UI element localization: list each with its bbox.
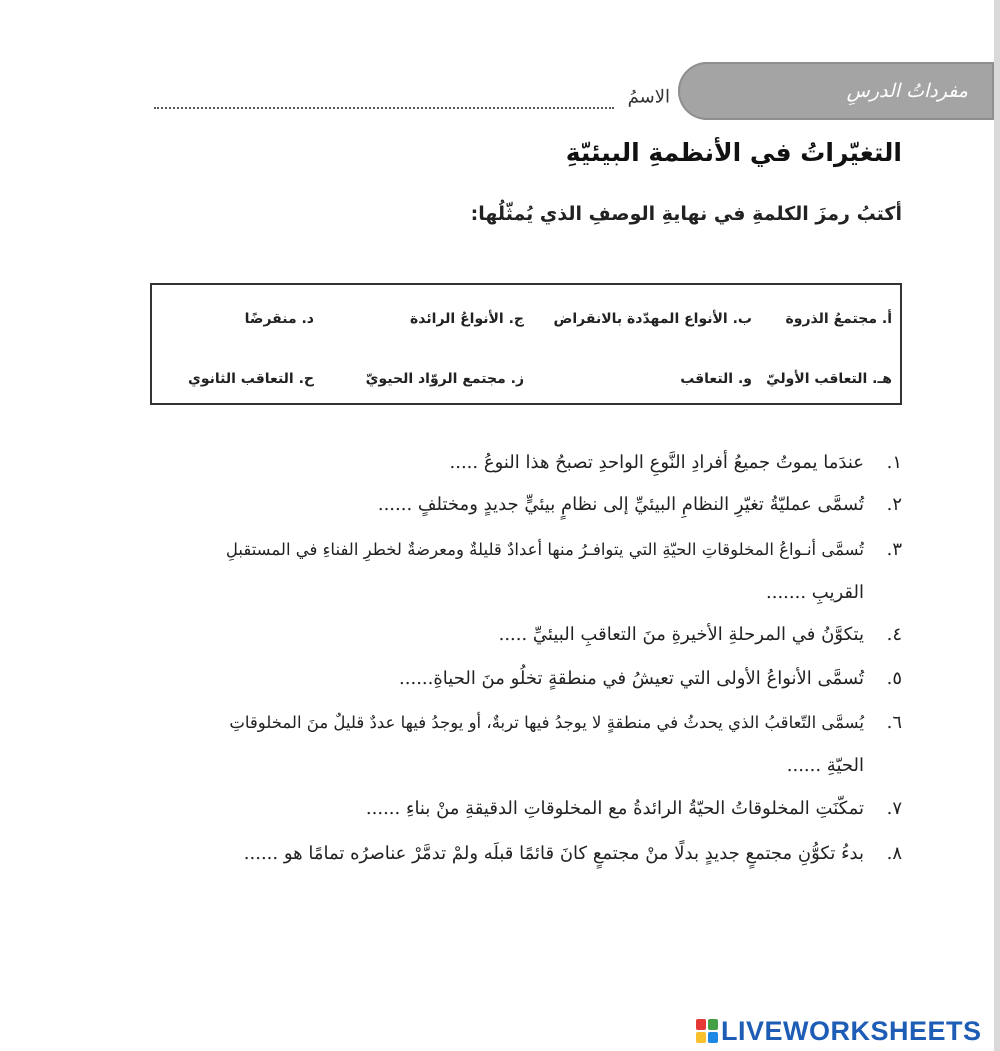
question-2 (378, 494, 902, 515)
question-text: بدءُ تكوُّنِ مجتمعٍ جديدٍ بدلًا منْ مجتمعٍ كانَ قائمًا قبلَه ولمْ تدمَّرْ عناصرُه تمامًا هو ...... (243, 843, 864, 864)
option-b: ب. الأنواع المهدّدة بالانقراض (553, 311, 752, 327)
question-number: ٨. (886, 843, 902, 864)
lesson-vocabulary-tab (678, 62, 994, 120)
question-number: ١. (886, 452, 902, 473)
question-text: تُسمَّى الأنواعُ الأولى التي تعيشُ في منطقةٍ تخلُو منَ الحياةِ...... (399, 668, 864, 689)
question-6 (229, 712, 902, 733)
name-label: الاسمُ (627, 86, 670, 108)
name-input-line[interactable] (154, 86, 614, 109)
word-bank-box (150, 283, 902, 405)
question-3 (226, 539, 902, 560)
question-number: ٤. (886, 624, 902, 645)
page-edge (994, 0, 1000, 1051)
question-8 (244, 843, 902, 864)
question-number: ٢. (886, 494, 902, 515)
logo-grid-icon (696, 1019, 718, 1043)
option-d: د. منقرضًا (244, 311, 314, 327)
option-a: أ. مجتمعُ الذروة (785, 311, 892, 327)
question-number: ٥. (886, 668, 902, 689)
question-5 (399, 668, 902, 689)
option-f: و. التعاقب (680, 371, 752, 387)
watermark-text: LIVEWORKSHEETS (721, 1015, 982, 1046)
instruction: أكتبُ رمزَ الكلمةِ في نهايةِ الوصفِ الذي يُمثّلُها: (470, 203, 902, 225)
name-field-row (140, 86, 670, 116)
question-text: يُسمَّى التّعاقبُ الذي يحدثُ في منطقةٍ لا يوجدُ فيها تربةٌ، أو يوجدُ فيها عددٌ قليلٌ منَ المخلوقاتِ (229, 713, 864, 732)
option-e: هـ. التعاقب الأوليّ (766, 371, 892, 387)
question-7 (366, 798, 902, 819)
question-number: ٧. (886, 798, 902, 819)
question-4 (499, 624, 902, 645)
option-h: ح. التعاقب الثانوي (188, 371, 314, 387)
question-number: ٦. (886, 712, 902, 733)
option-c: ج. الأنواعُ الرائدة (410, 311, 524, 327)
question-3-continuation: القريبِ ....... (766, 582, 864, 603)
page-title: التغيّراتُ في الأنظمةِ البيئيّةِ (565, 138, 902, 167)
tab-label: مفرداتُ الدرسِ (846, 80, 968, 102)
question-text: تُسمَّى عمليّةُ تغيّرِ النظامِ البيئيِّ إلى نظامٍ بيئيٍّ جديدٍ ومختلفٍ ...... (377, 494, 864, 515)
question-text: تمكّنَتِ المخلوقاتُ الحيّةُ الرائدةُ مع المخلوقاتِ الدقيقةِ منْ بناءِ ...... (365, 798, 864, 819)
question-1 (450, 452, 903, 473)
question-number: ٣. (886, 539, 902, 560)
question-6-continuation: الحيّةِ ...... (786, 755, 864, 776)
question-text: تُسمَّى أنـواعُ المخلوقاتِ الحيّةِ التي يتوافـرُ منها أعدادٌ قليلةٌ ومعرضةٌ لخطرِ الفناءِ في المستقبلِ (225, 540, 864, 559)
liveworksheets-logo (696, 1014, 982, 1048)
question-text: يتكوَّنُ في المرحلةِ الأخيرةِ منَ التعاقبِ البيئيِّ ..... (498, 624, 864, 645)
option-g: ز. مجتمع الروّاد الحيويّ (365, 371, 524, 387)
question-text: عندَما يموتُ جميعُ أفرادِ النَّوعِ الواحدِ تصبحُ هذا النوعُ ..... (449, 452, 864, 473)
